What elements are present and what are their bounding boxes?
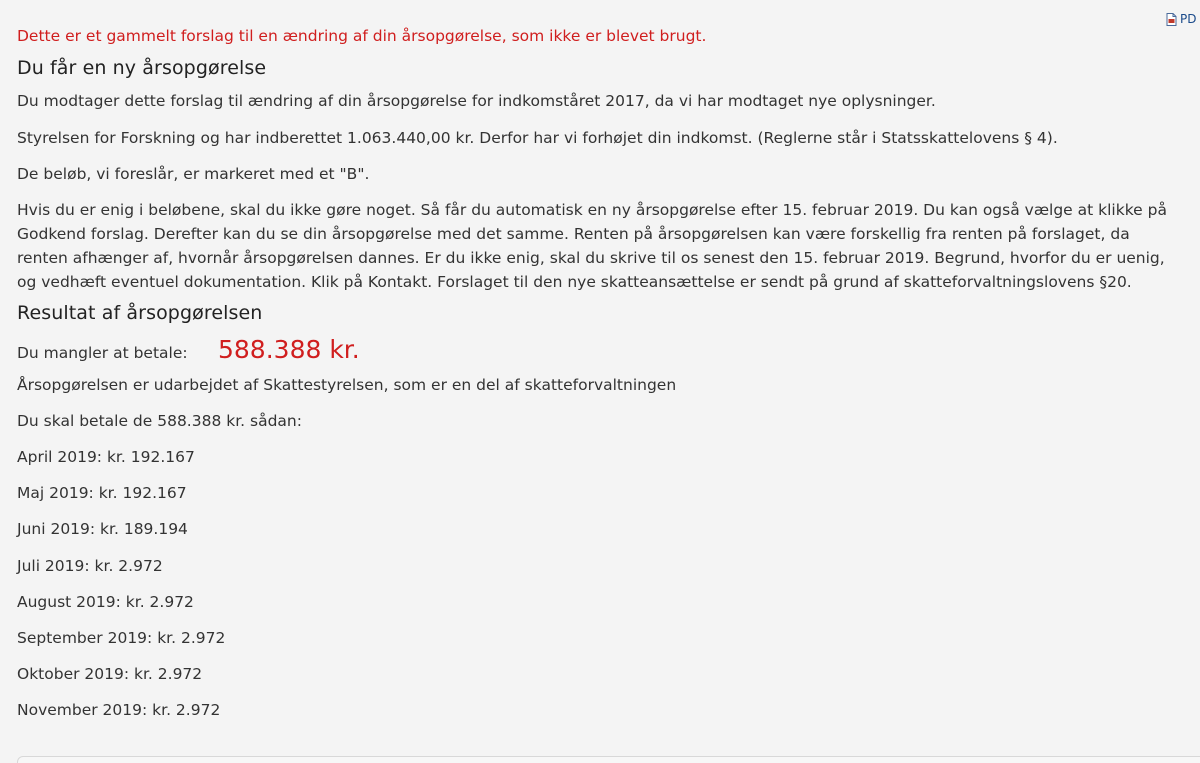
payment-schedule-list [17,445,1200,722]
section-title-new-annual-statement: Du får en ny årsopgørelse [17,57,267,79]
payment-item: September 2019: kr. 2.972 [17,628,226,647]
instructions-line: Hvis du er enig i beløbene, skal du ikke gøre noget. Så får du automatisk en ny årsopgørelse efter 15. februar 2019. Du kan også vælge at klikke på [17,201,1167,219]
pdf-link-label: PD [1180,12,1197,26]
payment-item: Juli 2019: kr. 2.972 [17,556,163,575]
payment-item: November 2019: kr. 2.972 [17,701,221,720]
amount-due-row [17,335,1200,365]
payment-item: Maj 2019: kr. 192.167 [17,484,187,503]
section-title-result: Resultat af årsopgørelsen [17,302,263,324]
payment-intro: Du skal betale de 588.388 kr. sådan: [17,412,302,430]
instructions-line: renten afhænger af, hvornår årsopgørelsen dannes. Er du ikke enig, skal du skrive til os senest den 15. februar 2019. Begrund, hvorfor du er uenig, [17,249,1165,267]
reporting-paragraph: Styrelsen for Forskning og har indberettet 1.063.440,00 kr. Derfor har vi forhøjet din indkomst. (Reglerne står i Statsskattelovens § 4). [17,129,1058,147]
marker-paragraph: De beløb, vi foreslår, er markeret med et "B". [17,165,370,183]
payment-item: Juni 2019: kr. 189.194 [17,520,188,539]
old-proposal-notice: Dette er et gammelt forslag til en ændring af din årsopgørelse, som ikke er blevet brugt. [17,27,707,45]
payment-item: Oktober 2019: kr. 2.972 [17,665,203,684]
instructions-line: og vedhæft eventuel dokumentation. Klik på Kontakt. Forslaget til den nye skatteansættelse er sendt på grund af skatteforvaltningslovens §20. [17,273,1132,291]
payment-item: August 2019: kr. 2.972 [17,592,194,611]
next-panel-edge [17,756,1200,763]
amount-due-value: 588.388 kr. [218,335,360,364]
amount-due-label: Du mangler at betale: [17,344,188,362]
issuer-info: Årsopgørelsen er udarbejdet af Skattestyrelsen, som er en del af skatteforvaltningen [17,376,677,394]
payment-item: April 2019: kr. 192.167 [17,448,195,466]
instructions-paragraph [17,198,1200,294]
instructions-line: Godkend forslag. Derefter kan du se din årsopgørelse med det samme. Renten på årsopgørelsen kan være forskellig fra renten på forslaget, da [17,225,1130,243]
intro-paragraph: Du modtager dette forslag til ændring af din årsopgørelse for indkomståret 2017, da vi har modtaget nye oplysninger. [17,92,936,110]
main-content [17,24,1200,735]
